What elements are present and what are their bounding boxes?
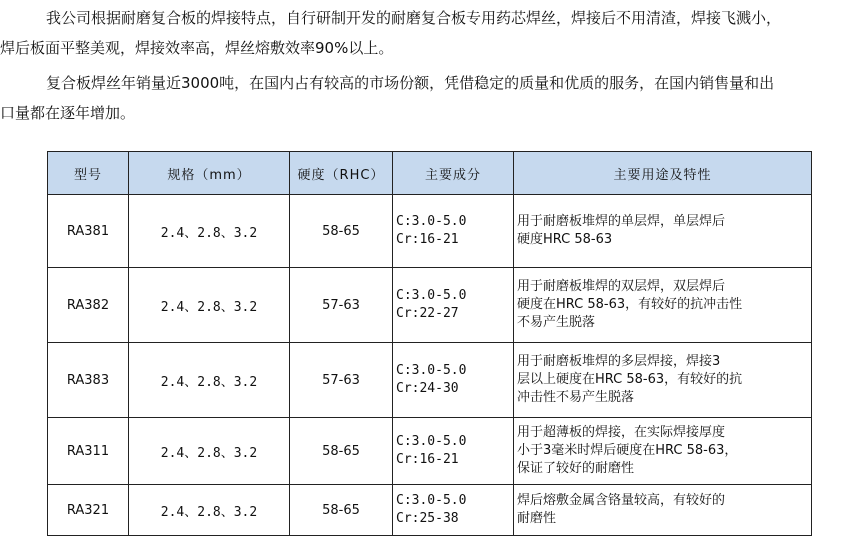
cell-model: RA382 [48,268,129,343]
cell-hardness: 58-65 [290,418,393,485]
cell-usage [514,485,812,536]
usage-line: 用于耐磨板堆焊的双层焊，双层焊后 [517,279,726,294]
product-spec-table [47,151,812,536]
usage-line: 焊后熔敷金属含铬量较高，有较好的 [517,493,726,508]
intro-paragraph-1 [0,3,860,63]
cell-spec: 2.4、2.8、3.2 [129,418,290,485]
composition-line: Cr:22-27 [396,306,459,321]
usage-line: 耐磨性 [517,511,557,526]
cell-spec: 2.4、2.8、3.2 [129,343,290,418]
composition-line: C:3.0-5.0 [396,363,467,378]
cell-model: RA311 [48,418,129,485]
cell-hardness: 58-65 [290,485,393,536]
composition-line: Cr:16-21 [396,232,459,247]
usage-line: 用于耐磨板堆焊的单层焊，单层焊后 [517,214,726,229]
cell-model: RA383 [48,343,129,418]
table-row [48,195,812,268]
usage-line: 冲击性不易产生脱落 [517,390,635,405]
cell-usage [514,268,812,343]
composition-line: C:3.0-5.0 [396,214,467,229]
cell-model: RA381 [48,195,129,268]
usage-line: 用于耐磨板堆焊的多层焊接，焊接3 [517,354,721,369]
cell-composition [393,418,514,485]
table-header-row [48,152,812,195]
cell-hardness: 57-63 [290,268,393,343]
cell-spec: 2.4、2.8、3.2 [129,195,290,268]
cell-hardness: 57-63 [290,343,393,418]
header-hardness: 硬度（RHC） [290,152,393,195]
header-spec: 规格（mm） [129,152,290,195]
cell-composition [393,195,514,268]
table-row [48,418,812,485]
cell-model: RA321 [48,485,129,536]
usage-line: 小于3毫米时焊后硬度在HRC 58-63， [517,443,738,458]
paragraph-line: 焊后板面平整美观，焊接效率高，焊丝熔敷效率90%以上。 [0,39,394,57]
composition-line: Cr:25-38 [396,511,459,526]
table-row [48,343,812,418]
usage-line: 不易产生脱落 [517,315,596,330]
cell-composition [393,485,514,536]
paragraph-line: 我公司根据耐磨复合板的焊接特点，自行研制开发的耐磨复合板专用药芯焊丝，焊接后不用清渣，焊接飞溅小， [46,9,782,27]
cell-usage [514,195,812,268]
table-row [48,268,812,343]
cell-hardness: 58-65 [290,195,393,268]
usage-line: 保证了较好的耐磨性 [517,461,635,476]
composition-line: C:3.0-5.0 [396,434,467,449]
cell-spec: 2.4、2.8、3.2 [129,485,290,536]
cell-composition [393,343,514,418]
usage-line: 硬度在HRC 58-63，有较好的抗冲击性 [517,297,743,312]
cell-spec: 2.4、2.8、3.2 [129,268,290,343]
composition-line: C:3.0-5.0 [396,288,467,303]
usage-line: 用于超薄板的焊接，在实际焊接厚度 [517,425,726,440]
cell-composition [393,268,514,343]
cell-usage [514,418,812,485]
paragraph-line: 复合板焊丝年销量近3000吨，在国内占有较高的市场份额，凭借稳定的质量和优质的服务，在国内销售量和出 [46,74,775,92]
usage-line: 层以上硬度在HRC 58-63，有较好的抗 [517,372,743,387]
table-row [48,485,812,536]
composition-line: C:3.0-5.0 [396,493,467,508]
header-composition: 主要成分 [393,152,514,195]
usage-line: 硬度HRC 58-63 [517,232,613,247]
header-usage: 主要用途及特性 [514,152,812,195]
intro-paragraph-2 [0,68,860,128]
header-model: 型号 [48,152,129,195]
cell-usage [514,343,812,418]
paragraph-line: 口量都在逐年增加。 [0,104,136,122]
composition-line: Cr:24-30 [396,381,459,396]
composition-line: Cr:16-21 [396,452,459,467]
